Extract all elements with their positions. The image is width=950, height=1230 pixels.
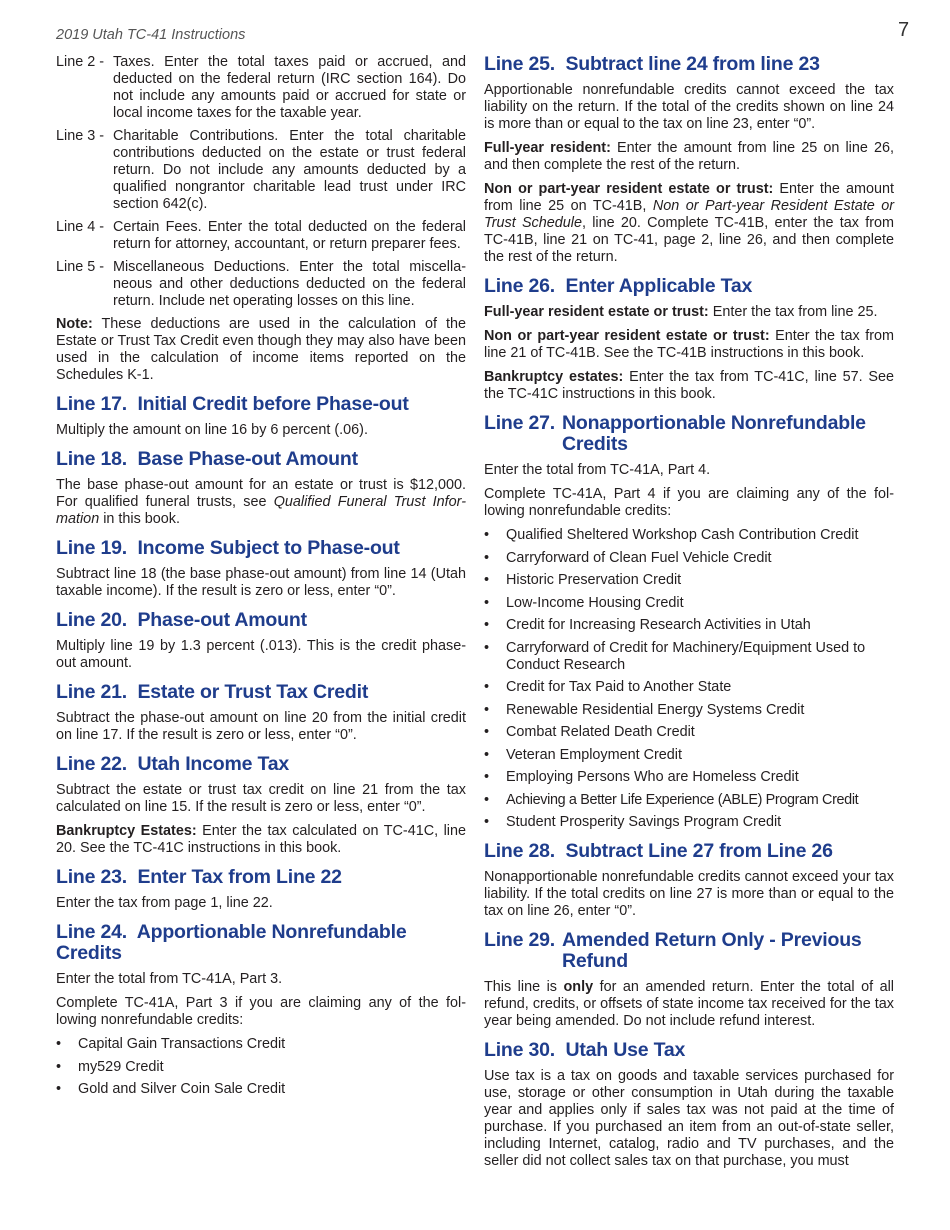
line-20-heading: Line 20. Phase-out Amount: [56, 609, 307, 631]
line-24-text: Enter the total from TC-41A, Part 3.: [56, 971, 283, 987]
left-column: [56, 54, 466, 1104]
line-29-text: This line is only for an amended return. Enter the total of all refund, credits, or offsets of state income tax received for the tax year being amended. Do not include refund interest.: [484, 979, 894, 1029]
line-5-item: [56, 259, 466, 310]
list-item: • Combat Related Death Credit: [484, 724, 695, 740]
list-item: • Credit for Tax Paid to Another State: [484, 679, 732, 695]
line-25-nonresident: Non or part-year resident estate or trust: Enter the amount from line 25 on TC-41B, Non or Part-year Resident Estate or Trust Schedule, line 20. Complete TC-41B, enter the tax from TC-41B, line 21 on TC-41, page 2, line 26, and then complete the rest of the return.: [484, 181, 894, 265]
list-item: • Employing Persons Who are Homeless Credit: [484, 769, 799, 785]
line-label: Line 4 -: [56, 219, 104, 235]
line-26-nonresident: Non or part-year resident estate or trust: Enter the tax from line 21 of TC-41B. See the TC-41B instructions in this book.: [484, 328, 895, 361]
line-24-intro: Complete TC-41A, Part 3 if you are claiming any of the fol-lowing nonrefundable credits:: [56, 995, 466, 1028]
list-item: • my529 Credit: [56, 1058, 164, 1075]
line-18-heading: Line 18. Base Phase-out Amount: [56, 448, 358, 470]
line-26-heading: Line 26. Enter Applicable Tax: [484, 275, 753, 297]
line-30-text: Use tax is a tax on goods and taxable services purchased for use, storage or other consumption in Utah during the taxable year and applies only if sales tax was not paid at the time of purchase. If you purchased an item from an out-of-state seller, including Internet, catalog, radio and TV purchases, and the seller did not collect sales tax on that purchase, you must: [484, 1068, 894, 1169]
line-27-credit-list: [484, 527, 894, 831]
list-item: • Historic Preservation Credit: [484, 572, 682, 588]
list-item: • Low-Income Housing Credit: [484, 594, 684, 611]
right-column: [484, 54, 894, 1177]
line-19-text: Subtract line 18 (the base phase-out amount) from line 14 (Utah taxable income). If the result is zero or less, enter “0”.: [56, 566, 466, 599]
list-item: • Credit for Increasing Research Activities in Utah: [484, 617, 811, 633]
list-item: • Veteran Employment Credit: [484, 746, 682, 763]
line-label: Line 3 -: [56, 128, 104, 144]
line-27-heading: Line 27. Nonapportionable Nonrefundable Credits: [484, 412, 866, 455]
line-23-heading: Line 23. Enter Tax from Line 22: [56, 866, 342, 888]
line-30-heading: Line 30. Utah Use Tax: [484, 1039, 686, 1061]
line-21-text: Subtract the phase-out amount on line 20 from the initial credit on line 17. If the result is zero or less, enter “0”.: [56, 710, 466, 743]
line-28-heading: Line 28. Subtract Line 27 from Line 26: [484, 840, 833, 862]
line-label: Line 2 -: [56, 54, 104, 70]
line-3-item: [56, 128, 466, 213]
line-text: Taxes. Enter the total taxes paid or accrued, and deducted on the federal return (IRC section 164). Do not include any amounts paid or accrued for state or local income taxes for the taxable year.: [113, 54, 466, 121]
line-22-bankruptcy: Bankruptcy Estates: Enter the tax calculated on TC-41C, line 20. See the TC-41C instructions in this book.: [56, 823, 466, 856]
line-24-credit-list: [56, 1036, 466, 1098]
line-28-text: Nonapportionable nonrefundable credits cannot exceed your tax liability. If the total credits on line 27 is more than or equal to the tax on line 26, enter “0”.: [484, 869, 894, 919]
list-item: • Carryforward of Credit for Machinery/Equipment Used to Conduct Research: [484, 639, 866, 673]
list-item: • Student Prosperity Savings Program Credit: [484, 814, 782, 830]
note-label: Note:: [56, 316, 93, 332]
line-25-text: Apportionable nonrefundable credits cannot exceed the tax liability on the return. If the total of the credits shown on line 24 is more than or equal to the tax on line 23, enter “0”.: [484, 82, 894, 132]
line-17-text: Multiply the amount on line 16 by 6 percent (.06).: [56, 422, 368, 438]
line-17-heading: Line 17. Initial Credit before Phase-out: [56, 393, 409, 415]
line-text: Miscellaneous Deductions. Enter the total miscella-neous and other deductions deducted on the federal return. Include net operating losses on this line.: [113, 259, 466, 309]
note-paragraph: [56, 316, 466, 384]
line-26-full-year: Full-year resident estate or trust: Enter the tax from line 25.: [484, 304, 878, 320]
line-23-text: Enter the tax from page 1, line 22.: [56, 895, 273, 911]
line-22-text: Subtract the estate or trust tax credit on line 21 from the tax calculated on line 15. If the result is zero or less, enter “0”.: [56, 782, 466, 815]
list-item: • Capital Gain Transactions Credit: [56, 1036, 286, 1052]
line-29-heading: Line 29. Amended Return Only - Previous Refund: [484, 929, 862, 972]
line-label: Line 5 -: [56, 259, 104, 275]
line-25-full-year: Full-year resident: Enter the amount from line 25 on line 26, and then complete the rest of the return.: [484, 140, 894, 173]
line-text: Charitable Contributions. Enter the total charitable contributions deducted on the estate or trust federal return. Do not include any amounts deducted by a qualified nongrantor charitable lead trust under IRC section 642(c).: [113, 128, 466, 212]
list-item: • Gold and Silver Coin Sale Credit: [56, 1081, 286, 1097]
line-20-text: Multiply line 19 by 1.3 percent (.013). This is the credit phase-out amount.: [56, 638, 466, 671]
list-item: • Carryforward of Clean Fuel Vehicle Credit: [484, 549, 772, 566]
line-26-bankruptcy: Bankruptcy estates: Enter the tax from TC-41C, line 57. See the TC-41C instructions in this book.: [484, 369, 894, 402]
line-27-intro: Complete TC-41A, Part 4 if you are claiming any of the fol-lowing nonrefundable credits:: [484, 486, 894, 519]
page-number: 7: [898, 19, 910, 41]
line-22-heading: Line 22. Utah Income Tax: [56, 753, 290, 775]
list-item: • Renewable Residential Energy Systems Credit: [484, 701, 805, 718]
note-text: These deductions are used in the calculation of the Estate or Trust Tax Credit even though they may also have been used in the calculation of income items reported on the Schedules K-1.: [56, 316, 466, 383]
line-4-item: [56, 219, 466, 253]
list-item: • Achieving a Better Life Experience (ABLE) Program Credit: [484, 791, 859, 808]
line-2-item: [56, 54, 466, 122]
line-text: Certain Fees. Enter the total deducted on the federal return for attorney, accountant, or return preparer fees.: [113, 219, 466, 252]
line-25-heading: Line 25. Subtract line 24 from line 23: [484, 53, 820, 75]
line-24-heading: Line 24. Apportionable Nonrefundable Credits: [56, 921, 407, 964]
list-item: • Qualified Sheltered Workshop Cash Contribution Credit: [484, 527, 859, 543]
header-title: 2019 Utah TC-41 Instructions: [56, 27, 246, 43]
line-21-heading: Line 21. Estate or Trust Tax Credit: [56, 681, 369, 703]
line-18-text: The base phase-out amount for an estate or trust is $12,000. For qualified funeral trusts, see Qualified Funeral Trust Infor-mation in this book.: [56, 477, 466, 527]
line-19-heading: Line 19. Income Subject to Phase-out: [56, 537, 400, 559]
line-27-text: Enter the total from TC-41A, Part 4.: [484, 462, 711, 478]
